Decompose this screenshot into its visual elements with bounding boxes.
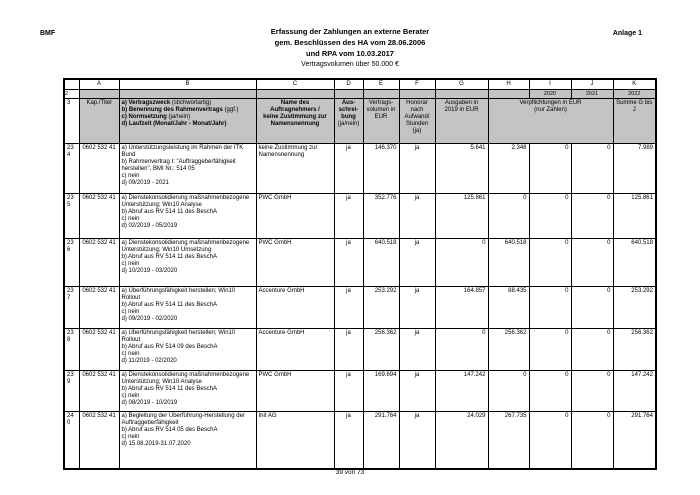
col-letter: K bbox=[613, 79, 656, 90]
cell-vertragszweck bbox=[119, 287, 256, 329]
contract-line: b) Abruf aus RV 514 05 des BeschA bbox=[121, 427, 218, 433]
header-line: (nur Zahlen) bbox=[534, 107, 567, 113]
contract-line: d) 15.08.2019-31.07.2020 bbox=[121, 441, 191, 447]
cell-vertragsvolumen: 352.776 bbox=[363, 194, 399, 239]
cell-vertragszweck bbox=[119, 329, 256, 371]
year-row bbox=[64, 90, 656, 99]
cell-kap-titel: 0602 532 41 bbox=[79, 239, 119, 287]
header-ausschreibung bbox=[334, 99, 363, 144]
contract-line: a) Dienstekonsolidierung maßnahmenbezogene Unterstützung; Win10 Umsetzung bbox=[121, 240, 250, 253]
cell-honorar: ja bbox=[399, 144, 435, 194]
title-subtitle: Vertragsvolumen über 50.000 € bbox=[301, 61, 399, 68]
cell-verpflichtung-2021: 0 bbox=[529, 239, 571, 287]
cell-ausgaben-2019: 125.861 bbox=[435, 194, 488, 239]
table-row bbox=[64, 287, 656, 329]
cell-vertragsvolumen: 146.370 bbox=[363, 144, 399, 194]
row-number: 235 bbox=[64, 194, 79, 239]
row-number: 236 bbox=[64, 239, 79, 287]
cell-summe: 253.292 bbox=[613, 287, 656, 329]
col-letter: E bbox=[363, 79, 399, 90]
table-row bbox=[64, 329, 656, 371]
annex-label: Anlage 1 bbox=[612, 30, 642, 37]
contract-line: c) nein bbox=[121, 261, 140, 267]
cell-verpflichtung-2021: 0 bbox=[529, 371, 571, 412]
contract-line: b) Abruf aus RV 514 11 des BeschA bbox=[121, 302, 218, 308]
table-row bbox=[64, 194, 656, 239]
cell-verpflichtung-2022: 0 bbox=[571, 329, 613, 371]
header-auftragnehmer bbox=[256, 99, 334, 144]
cell-vertragsvolumen: 256.362 bbox=[363, 329, 399, 371]
cell-kap-titel: 0602 532 41 bbox=[79, 412, 119, 469]
cell-summe: 640.518 bbox=[613, 239, 656, 287]
cell-verpflichtung-2022: 0 bbox=[571, 412, 613, 469]
cell-honorar: ja bbox=[399, 371, 435, 412]
row-number: 238 bbox=[64, 329, 79, 371]
org-label: BMF bbox=[40, 30, 56, 37]
contract-line: a) Unterstützungsleistung im Rahmen der ITK Bund bbox=[121, 145, 244, 158]
cell-auftragnehmer: PWC GmbH bbox=[256, 239, 334, 287]
contract-line: d) 11/2019 - 02/2020 bbox=[121, 358, 177, 364]
cell-verpflichtung-2022: 0 bbox=[571, 287, 613, 329]
empty-cell bbox=[363, 90, 399, 99]
cell-verpflichtung-2020: 2.348 bbox=[488, 144, 529, 194]
table-row bbox=[64, 239, 656, 287]
cell-honorar: ja bbox=[399, 239, 435, 287]
cell-ausschreibung: ja bbox=[334, 287, 363, 329]
contract-line: c) nein bbox=[121, 216, 140, 222]
header-line: Verpflichtungen in EUR bbox=[519, 100, 582, 106]
cell-ausschreibung: ja bbox=[334, 412, 363, 469]
cell-verpflichtung-2020: 640.518 bbox=[488, 239, 529, 287]
header-line: bung bbox=[341, 114, 356, 120]
contract-line: d) 09/2019 - 2021 bbox=[121, 180, 169, 186]
contract-line: c) nein bbox=[121, 173, 140, 179]
cell-kap-titel: 0602 532 41 bbox=[79, 144, 119, 194]
contract-line: b) Abruf aus RV 514 09 des BeschA bbox=[121, 344, 218, 350]
cell-verpflichtung-2021: 0 bbox=[529, 412, 571, 469]
table-row bbox=[64, 144, 656, 194]
header-row bbox=[64, 99, 656, 144]
cell-summe: 256.362 bbox=[613, 329, 656, 371]
cell-ausgaben-2019: 5.641 bbox=[435, 144, 488, 194]
header-honorar: Honorar nach Aufwand/ Stunden (ja) bbox=[399, 99, 435, 144]
payments-table bbox=[63, 78, 657, 470]
contract-line: a) Begleitung der Überführung-Herstellung der Auftraggeberfähigkeit bbox=[121, 413, 245, 426]
contract-line: d) 10/2019 - 03/2020 bbox=[121, 268, 178, 274]
cell-ausschreibung: ja bbox=[334, 371, 363, 412]
cell-vertragsvolumen: 169.694 bbox=[363, 371, 399, 412]
header-line: keine Zustimmung zur bbox=[263, 114, 327, 120]
cell-summe: 7.989 bbox=[613, 144, 656, 194]
year-2021: 2021 bbox=[571, 90, 613, 99]
cell-honorar: ja bbox=[399, 412, 435, 469]
contract-line: a) Dienstekonsolidierung maßnahmenbezogene Unterstützung; Win10 Analyse bbox=[121, 195, 250, 208]
cell-vertragszweck bbox=[119, 144, 256, 194]
cell-vertragsvolumen: 253.292 bbox=[363, 287, 399, 329]
cell-verpflichtung-2021: 0 bbox=[529, 144, 571, 194]
cell-honorar: ja bbox=[399, 194, 435, 239]
page-indicator: 39 von 73 bbox=[335, 469, 365, 476]
header-line: d) Laufzeit (Monat/Jahr - Monat/Jahr) bbox=[121, 121, 227, 127]
cell-ausschreibung: ja bbox=[334, 329, 363, 371]
cell-vertragszweck bbox=[119, 412, 256, 469]
cell-honorar: ja bbox=[399, 329, 435, 371]
cell-verpflichtung-2021: 0 bbox=[529, 329, 571, 371]
contract-line: c) nein bbox=[121, 351, 140, 357]
cell-kap-titel: 0602 532 41 bbox=[79, 371, 119, 412]
contract-line: b) Abruf aus RV 514 11 des BeschA bbox=[121, 209, 218, 215]
cell-summe: 125.861 bbox=[613, 194, 656, 239]
header-vertragsvolumen: Vertrags-volumen in EUR bbox=[363, 99, 399, 144]
header-line: a) Vertragszweck (stichwortartig) bbox=[121, 100, 212, 106]
row-number: 240 bbox=[64, 412, 79, 469]
header-line: schrei- bbox=[338, 107, 359, 113]
cell-auftragnehmer: Accenture GmbH bbox=[256, 287, 334, 329]
col-letter: B bbox=[119, 79, 256, 90]
cell-verpflichtung-2021: 0 bbox=[529, 194, 571, 239]
header-vertragszweck bbox=[119, 99, 256, 144]
cell-ausgaben-2019: 0 bbox=[435, 329, 488, 371]
cell-verpflichtung-2022: 0 bbox=[571, 239, 613, 287]
document-title bbox=[0, 26, 700, 70]
col-letter: C bbox=[256, 79, 334, 90]
contract-line: a) Dienstekonsolidierung maßnahmenbezogene Unterstützung; Win10 Analyse bbox=[121, 372, 250, 385]
empty-cell bbox=[334, 90, 363, 99]
header-line: Namensnennung bbox=[270, 121, 320, 127]
cell-auftragnehmer: PWC GmbH bbox=[256, 194, 334, 239]
table-row bbox=[64, 412, 656, 469]
cell-ausgaben-2019: 147.242 bbox=[435, 371, 488, 412]
year-2022: 2022 bbox=[613, 90, 656, 99]
contract-line: d) 09/2019 - 02/2020 bbox=[121, 316, 178, 322]
cell-verpflichtung-2021: 0 bbox=[529, 287, 571, 329]
contract-line: b) Abruf aus RV 514 11 des BeschA bbox=[121, 254, 218, 260]
cell-verpflichtung-2020: 256.362 bbox=[488, 329, 529, 371]
contract-line: a) Überführungsfähigkeit herstellen; Win10 Rollout bbox=[121, 288, 236, 301]
cell-vertragsvolumen: 291.764 bbox=[363, 412, 399, 469]
header-line: (ja/nein) bbox=[337, 121, 360, 127]
col-letter: A bbox=[79, 79, 119, 90]
table-row bbox=[64, 371, 656, 412]
contract-line: c) nein bbox=[121, 309, 140, 315]
cell-vertragszweck bbox=[119, 194, 256, 239]
header-line: Name des bbox=[280, 100, 310, 106]
empty-cell bbox=[79, 90, 119, 99]
cell-ausgaben-2019: 24.029 bbox=[435, 412, 488, 469]
cell-ausgaben-2019: 0 bbox=[435, 239, 488, 287]
empty-cell bbox=[399, 90, 435, 99]
contract-line: b) Rahmenvertrag I: "Auftraggeberfähigkeit herstellen", BMI Nr.: 514 05 bbox=[121, 159, 236, 172]
cell-auftragnehmer: keine Zustimmung zur Namensnennung bbox=[256, 144, 334, 194]
cell-kap-titel: 0602 532 41 bbox=[79, 194, 119, 239]
col-letter: J bbox=[571, 79, 613, 90]
col-letter: I bbox=[529, 79, 571, 90]
cell-summe: 291.764 bbox=[613, 412, 656, 469]
cell-ausschreibung: ja bbox=[334, 239, 363, 287]
cell-summe: 147.242 bbox=[613, 371, 656, 412]
header-verpflichtungen bbox=[488, 99, 613, 144]
cell-verpflichtung-2020: 0 bbox=[488, 194, 529, 239]
header-ausgaben-2019: Ausgaben in 2019 in EUR bbox=[435, 99, 488, 144]
cell-vertragsvolumen: 640.518 bbox=[363, 239, 399, 287]
cell-vertragszweck bbox=[119, 371, 256, 412]
col-letter: F bbox=[399, 79, 435, 90]
cell-ausschreibung: ja bbox=[334, 194, 363, 239]
contract-line: c) nein bbox=[121, 393, 140, 399]
cell-honorar: ja bbox=[399, 287, 435, 329]
col-letter: G bbox=[435, 79, 488, 90]
row-number: 237 bbox=[64, 287, 79, 329]
cell-ausgaben-2019: 164.857 bbox=[435, 287, 488, 329]
empty-cell bbox=[435, 90, 488, 99]
cell-verpflichtung-2022: 0 bbox=[571, 194, 613, 239]
title-line: Erfassung der Zahlungen an externe Berater bbox=[270, 27, 430, 36]
cell-kap-titel: 0602 532 41 bbox=[79, 287, 119, 329]
contract-line: b) Abruf aus RV 514 11 des BeschA bbox=[121, 386, 218, 392]
contract-line: d) 02/2019 - 05/2019 bbox=[121, 223, 178, 229]
title-line: und RPA vom 10.03.2017 bbox=[306, 49, 394, 58]
contract-line: a) Überführungsfähigkeit herstellen; Win10 Rollout bbox=[121, 330, 236, 343]
empty-cell bbox=[256, 90, 334, 99]
header-line: Aus- bbox=[341, 100, 356, 106]
cell-auftragnehmer: Init AG bbox=[256, 412, 334, 469]
col-letter: D bbox=[334, 79, 363, 90]
contract-line: c) nein bbox=[121, 434, 140, 440]
cell-kap-titel: 0602 532 41 bbox=[79, 329, 119, 371]
header-line: Auftragnehmers / bbox=[270, 107, 320, 113]
cell-verpflichtung-2022: 0 bbox=[571, 371, 613, 412]
row-number: 239 bbox=[64, 371, 79, 412]
row-number: 3 bbox=[64, 99, 79, 144]
contract-line: d) 08/2019 - 10/2019 bbox=[121, 400, 178, 406]
cell-verpflichtung-2020: 267.735 bbox=[488, 412, 529, 469]
header-kap-titel: Kap./Titel bbox=[79, 99, 119, 144]
column-letters-row bbox=[64, 79, 656, 90]
cell-vertragszweck bbox=[119, 239, 256, 287]
header-line: c) Normsetzung (ja/nein) bbox=[121, 114, 191, 120]
cell-ausschreibung: ja bbox=[334, 144, 363, 194]
cell-auftragnehmer: PWC GmbH bbox=[256, 371, 334, 412]
header-line: b) Benennung des Rahmenvertrags (ggf.) bbox=[121, 107, 239, 113]
title-line: gem. Beschlüssen des HA vom 28.06.2006 bbox=[274, 38, 426, 47]
corner-cell bbox=[64, 79, 79, 90]
row-number: 2 bbox=[64, 90, 79, 99]
empty-cell bbox=[119, 90, 256, 99]
cell-verpflichtung-2020: 0 bbox=[488, 371, 529, 412]
col-letter: H bbox=[488, 79, 529, 90]
year-2020: 2020 bbox=[529, 90, 571, 99]
row-number: 234 bbox=[64, 144, 79, 194]
header-summe: Summe G bis J bbox=[613, 99, 656, 144]
cell-verpflichtung-2022: 0 bbox=[571, 144, 613, 194]
cell-verpflichtung-2020: 88.435 bbox=[488, 287, 529, 329]
empty-cell bbox=[488, 90, 529, 99]
cell-auftragnehmer: Accenture GmbH bbox=[256, 329, 334, 371]
